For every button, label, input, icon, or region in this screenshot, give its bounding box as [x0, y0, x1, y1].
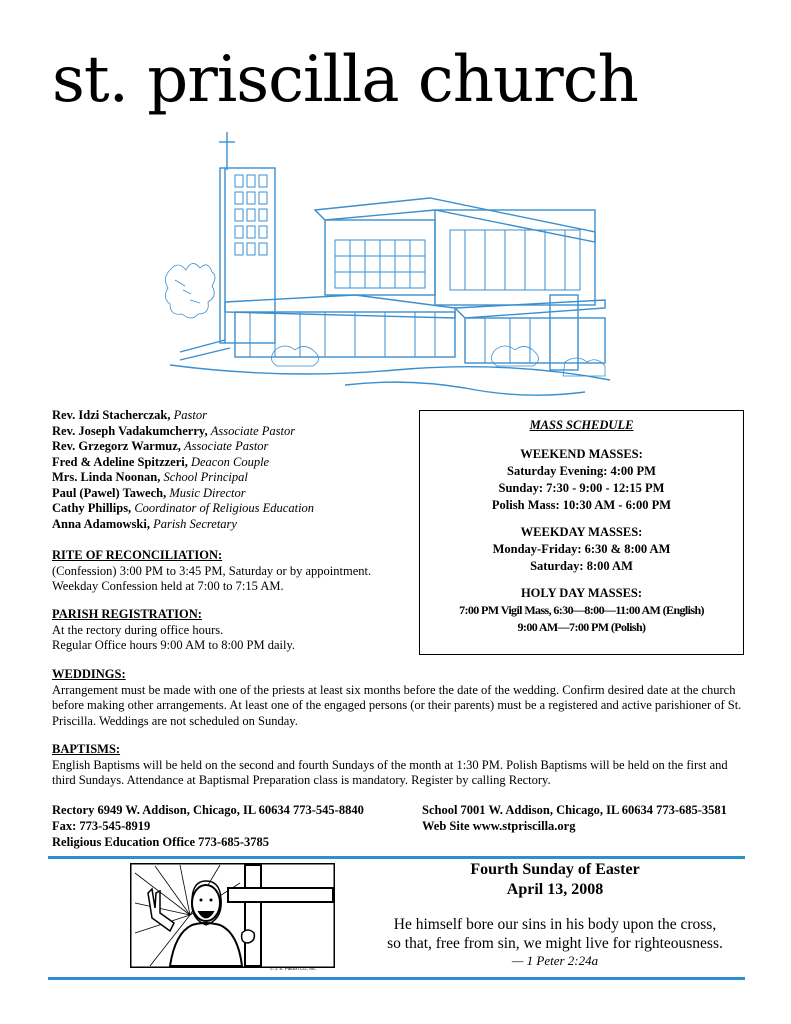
reconciliation-line: Weekday Confession held at 7:00 to 7:15 AM.: [52, 579, 284, 593]
registration-line: Regular Office hours 9:00 AM to 8:00 PM daily.: [52, 638, 296, 652]
scripture-verse: [370, 915, 740, 969]
staff-entry: [52, 455, 412, 471]
weekday-heading: WEEKDAY MASSES:: [520, 525, 643, 539]
staff-name: Fred & Adeline Spitzzeri,: [52, 454, 188, 469]
weddings-section: [52, 667, 752, 729]
weddings-text: Arrangement must be made with one of the priests at least six months before the date of the wedding. Confirm desired date at the church before making other arrangements. At least one of the engaged persons (or their parents) must be a registered and active parishioner of St. Priscilla. Weddings are not scheduled on Sunday.: [52, 682, 742, 728]
baptisms-text: English Baptisms will be held on the second and fourth Sundays of the month at 1:30 PM. Polish Baptisms will be held on the first and third Sundays. Attendance at Baptismal Preparation class is mandatory. Register by calling Rectory.: [52, 757, 728, 787]
fax-contact: Fax: 773-545-8919: [52, 819, 151, 833]
staff-role: Associate Pastor: [184, 439, 269, 453]
registration-line: At the rectory during office hours.: [52, 622, 224, 637]
art-credit: © J. S. Paluch Co., Inc.: [270, 966, 317, 971]
jesus-cross-illustration: [130, 863, 335, 968]
staff-role: Parish Secretary: [153, 516, 237, 531]
weekend-mass: Sunday: 7:30 - 9:00 - 12:15 PM: [498, 481, 665, 495]
school-contact: School 7001 W. Addison, Chicago, IL 60634 773-685-3581: [422, 803, 727, 817]
reconciliation-section: [52, 548, 412, 595]
staff-role: Pastor: [173, 408, 207, 422]
rectory-contact: Rectory 6949 W. Addison, Chicago, IL 60634 773-545-8840: [52, 803, 364, 817]
contact-right: [422, 802, 762, 834]
staff-entry: [52, 408, 412, 424]
website-link[interactable]: Web Site www.stpriscilla.org: [422, 819, 576, 833]
bulletin-occasion: [400, 860, 710, 900]
staff-entry: [52, 470, 412, 486]
church-title: st. priscilla church: [52, 43, 638, 117]
staff-entry: [52, 486, 412, 502]
weekend-heading: WEEKEND MASSES:: [520, 447, 643, 461]
staff-list: [52, 408, 412, 532]
staff-role: Coordinator of Religious Education: [134, 501, 315, 515]
registration-heading: PARISH REGISTRATION:: [52, 607, 202, 621]
holy-day-heading: HOLY DAY MASSES:: [520, 586, 643, 600]
staff-role: Deacon Couple: [190, 454, 270, 469]
registration-section: [52, 607, 412, 654]
staff-name: Rev. Grzegorz Warmuz,: [52, 439, 181, 453]
weekday-mass: Monday-Friday: 6:30 & 8:00 AM: [492, 542, 671, 556]
mass-schedule-heading: MASS SCHEDULE: [529, 418, 634, 432]
staff-entry: [52, 517, 412, 533]
verse-reference: — 1 Peter 2:24a: [511, 953, 599, 968]
reconciliation-heading: RITE OF RECONCILIATION:: [52, 548, 223, 562]
verse-line: He himself bore our sins in his body upon the cross,: [393, 916, 717, 933]
staff-role: School Principal: [163, 470, 248, 484]
staff-entry: [52, 439, 412, 455]
baptisms-section: [52, 742, 752, 789]
verse-line: so that, free from sin, we might live for righteousness.: [387, 935, 723, 952]
occasion-title: Fourth Sunday of Easter: [470, 861, 640, 878]
church-building-illustration: [165, 130, 615, 405]
divider-bottom: [48, 977, 745, 980]
weekend-mass: Polish Mass: 10:30 AM - 6:00 PM: [491, 498, 672, 512]
staff-name: Rev. Joseph Vadakumcherry,: [52, 423, 208, 438]
staff-entry: [52, 424, 412, 440]
staff-name: Anna Adamowski,: [52, 516, 150, 531]
holy-day-mass: 9:00 AM—7:00 PM (Polish): [517, 620, 646, 634]
staff-role: Associate Pastor: [210, 423, 296, 438]
staff-name: Cathy Phillips,: [52, 501, 132, 515]
holy-day-mass: 7:00 PM Vigil Mass, 6:30—8:00—11:00 AM (English): [459, 603, 704, 617]
contact-left: [52, 802, 422, 850]
staff-name: Rev. Idzi Stacherczak,: [52, 408, 171, 422]
bulletin-date: April 13, 2008: [506, 881, 604, 898]
staff-entry: [52, 501, 412, 517]
weekend-mass: Saturday Evening: 4:00 PM: [507, 464, 656, 478]
staff-role: Music Director: [169, 485, 246, 500]
weddings-heading: WEDDINGS:: [52, 667, 126, 681]
staff-name: Mrs. Linda Noonan,: [52, 470, 161, 484]
reconciliation-line: (Confession) 3:00 PM to 3:45 PM, Saturday or by appointment.: [52, 563, 372, 578]
divider-top: [48, 856, 745, 859]
baptisms-heading: BAPTISMS:: [52, 742, 121, 756]
religious-ed-contact: Religious Education Office 773-685-3785: [52, 835, 270, 849]
mass-schedule-box: [419, 410, 744, 655]
staff-name: Paul (Pawel) Tawech,: [52, 485, 167, 500]
weekday-mass: Saturday: 8:00 AM: [530, 559, 633, 573]
